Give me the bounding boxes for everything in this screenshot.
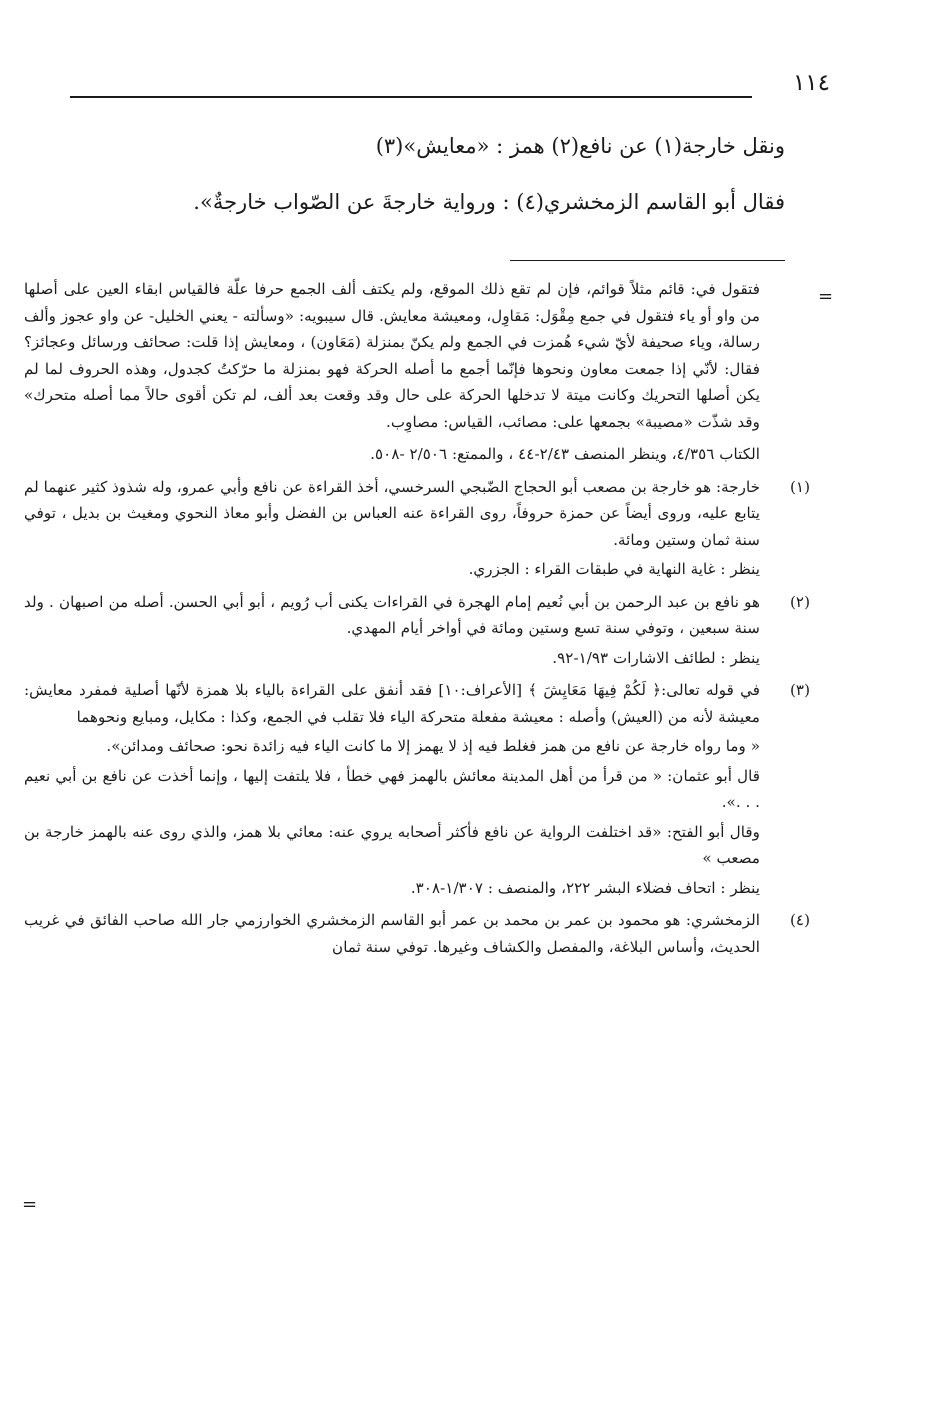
footnote-number: (١): [789, 477, 810, 496]
footnote-separator: [510, 260, 785, 261]
footnote-text: خارجة: هو خارجة بن مصعب أبو الحجاج الضّبجي السرخسي، أخذ القراءة عن نافع وأبي عمرو، وله شذوذ كثير عنهما لم يتابع عليه، وروى أيضاً عن حمزة حروفاً، روى القراءة عنه العباس بن الفضل وأبو معاذ النحوي ومغيث بن بديل ، توفي سنة ثمان وستين ومائة.: [24, 477, 760, 549]
footnote-ref: ينظر : غاية النهاية في طبقات القراء : الجزري.: [468, 560, 760, 578]
header-rule: [70, 96, 752, 98]
main-text-line: فقال أبو القاسم الزمخشري(٤) : ورواية خارجةَ عن الصّواب خارجةٌ».: [193, 190, 785, 214]
continued-footnote-text: فتقول في: قائم مثلاً قوائم، فإن لم تقع ذلك الموقع، ولم يكتف ألف الجمع حرفا علّة فالقياس ابقاء العين على أصلها من واو أو ياء فتقول في جمع مِقْوَل: مَقاوِل، ومعيشة معايش. قال سيبويه: «وسألته - يعني الخليل- عن واو عجوز وألف رسالة، وياء صحيفة لأيّ شيء هُمزت في الجمع ولم يكنّ بمنزلة (مَعَاون) ، ومعايش إذا قلت: صحائف ورسائل وعجائز؟ فقال: لأنّي إذا جمعت معاون ونحوها فإنّما أجمع ما أصله الحركة فهو بمنزلة ما حرّكتُ كجدول، وهذه الحروف لما لم يكن أصلها التحريك وكانت ميتة لا تدخلها الحركة على حال وقد وقعت بعد ألف، لم تكن أقوى حالاً مما أصله متحرك» وقد شذّت «مصيبة» بجمعها على: مصائب، القياس: مصاوِب.: [24, 280, 760, 431]
continuation-marker: =: [818, 286, 834, 307]
footnotes: [24, 276, 810, 966]
page-header: [70, 70, 830, 100]
footnote-quote: « وما رواه خارجة عن نافع من همز فغلط فيه إذ لا يهمز إلا ما كانت الياء فيه زائدة نحو: صحائف ومدائن».: [106, 737, 760, 755]
footnote-3: [24, 677, 810, 901]
footnote-text: الزمخشري: هو محمود بن عمر بن محمد بن عمر أبو القاسم الزمخشري الخوارزمي جار الله صاحب الفائق في غريب الحديث، وأساس البلاغة، والمفصل والكشاف وغيرها. توفي سنة ثمان: [24, 911, 760, 956]
main-text-line: ونقل خارجة(١) عن نافع(٢) همز : «معايش»(٣): [375, 134, 785, 158]
footnote-text: في قوله تعالى:﴿ لَكُمْ فِيهَا مَعَايِشَ ﴾ [الأعراف:١٠] فقد أنفق على القراءة بالياء بلا همزة لأنّها أصلية فمفرد معايش: معيشة لأنه من (العيش) وأصله : معيشة مفعلة متحركة الياء فلا تقلب في الجمع، وكذا : مكايل، ومبايع ونحوهما: [24, 681, 760, 726]
footnote-1: [24, 474, 810, 583]
continued-footnote-ref: الكتاب ٤/٣٥٦، وينظر المنصف ٢/٤٣-٤٤ ، والممتع: ٢/٥٠٦ -٥٠٨.: [370, 445, 760, 463]
footnote-4: [24, 907, 810, 960]
footnote-number: (٢): [789, 592, 810, 611]
main-text: [160, 118, 785, 230]
footnote-ref: ينظر : اتحاف فضلاء البشر ٢٢٢، والمنصف : ١/٣٠٧-٣٠٨.: [410, 878, 760, 897]
footnote-2: [24, 589, 810, 672]
footnote-number: (٣): [789, 681, 810, 699]
footnote-quote: قال أبو عثمان: « من قرأ من أهل المدينة معائش بالهمز فهي خطأ ، فلا يلتفت إليها ، وإنما أخذت عن نافع بن أبي نعيم . . .».: [24, 766, 760, 811]
page-number: ١١٤: [792, 70, 830, 96]
continuation-marker-end: =: [22, 1194, 38, 1215]
footnote-number: (٤): [789, 911, 810, 929]
footnote-text: هو نافع بن عبد الرحمن بن أبي نُعيم إمام الهجرة في القراءات يكنى أب رُويم ، أبو أبي الحسن. أصله من اصبهان . ولد سنة سبعين ، وتوفي سنة تسع وستين ومائة في أواخر أيام المهدي.: [24, 592, 760, 637]
footnote-ref: ينظر : لطائف الاشارات ١/٩٣-٩٢.: [552, 648, 760, 667]
footnote-quote: وقال أبو الفتح: «قد اختلفت الرواية عن نافع فأكثر أصحابه يروي عنه: معائي بلا همز، والذي روى عنه بالهمز خارجة بن مصعب »: [24, 822, 760, 867]
